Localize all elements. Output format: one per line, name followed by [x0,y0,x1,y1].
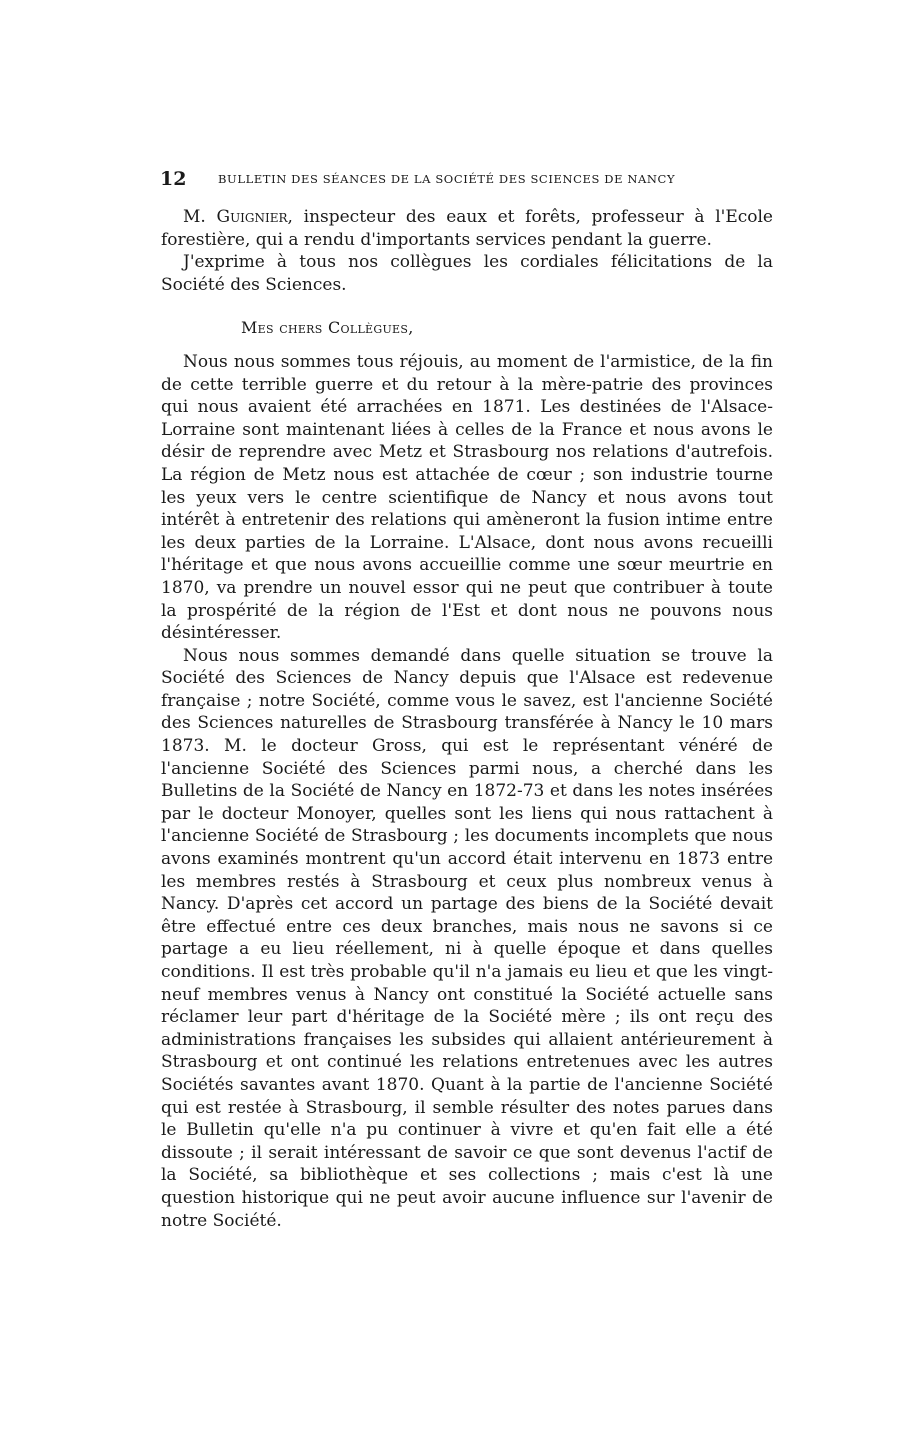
running-title: BULLETIN DES SÉANCES DE LA SOCIÉTÉ DES SCIENCES DE NANCY [218,172,676,186]
paragraph-strasbourg: Nous nous sommes demandé dans quelle situation se trouve la Société des Sciences de Nancy depuis que l'Alsace est redevenue française ; notre Société, comme vous le savez, est l'ancienne Société des Sciences naturelles de Strasbourg transférée à Nancy le 10 mars 1873. M. le docteur Gross, qui est le représentant vénéré de l'ancienne Société des Sciences parmi nous, a cherché dans les Bulletins de la Société de Nancy en 1872-73 et dans les notes insérées par le docteur Monoyer, quelles sont les liens qui nous rattachent à l'ancienne Société de Strasbourg ; les documents incomplets que nous avons examinés montrent qu'un accord était intervenu en 1873 entre les membres restés à Strasbourg et ceux plus nombreux venus à Nancy. D'après cet accord un partage des biens de la Société devait être effectué entre ces deux branches, mais nous ne savons si ce partage a eu lieu réellement, ni à quelle époque et dans quelles conditions. Il est très probable qu'il n'a jamais eu lieu et que les vingt-neuf membres venus à Nancy ont constitué la Société actuelle sans réclamer leur part d'héritage de la Société mère ; ils ont reçu des administrations françaises les subsides qui allaient antérieurement à Strasbourg et ont continué les relations entretenues avec les autres Sociétés savantes avant 1870. Quant à la partie de l'ancienne Société qui est restée à Strasbourg, il semble résulter des notes parues dans le Bulletin qu'elle n'a pu continuer à vivre et qu'en fait elle a été dissoute ; il serait intéressant de savoir ce que sont devenus l'actif de la Société, sa bibliothèque et ses collections ; mais c'est là une question historique qui ne peut avoir aucune influence sur l'avenir de notre Société. [161,645,773,1231]
person-name: M. Guignier [183,207,288,227]
salutation: Mes chers Collègues, [241,318,414,338]
paragraph-felicitations: J'exprime à tous nos collègues les cordiales félicitations de la Société des Sciences. [161,252,773,295]
body-text [161,206,773,1232]
paragraph-armistice: Nous nous sommes tous réjouis, au moment de l'armistice, de la fin de cette terrible guerre et du retour à la mère-patrie des provinces qui nous avaient été arrachées en 1871. Les destinées de l'Alsace-Lorraine sont maintenant liées à celles de la France et nous avons le désir de reprendre avec Metz et Strasbourg nos relations d'autrefois. La région de Metz nous est attachée de cœur ; son industrie tourne les yeux vers le centre scientifique de Nancy et nous avons tout intérêt à entretenir des relations qui amèneront la fusion intime entre les deux parties de la Lorraine. L'Alsace, dont nous avons recueilli l'héritage et que nous avons accueillie comme une sœur meurtrie en 1870, va prendre un nouvel essor qui ne peut que contribuer à toute la prospérité de la région de l'Est et dont nous ne pouvons nous désintéresser. [161,351,773,644]
paragraph-text: , inspecteur des eaux et forêts, professeur à l'Ecole forestière, qui a rendu d'importants services pendant la guerre. [161,207,773,250]
page-number: 12 [160,168,187,190]
page-header [160,168,772,190]
paragraph-guignier [161,206,773,251]
